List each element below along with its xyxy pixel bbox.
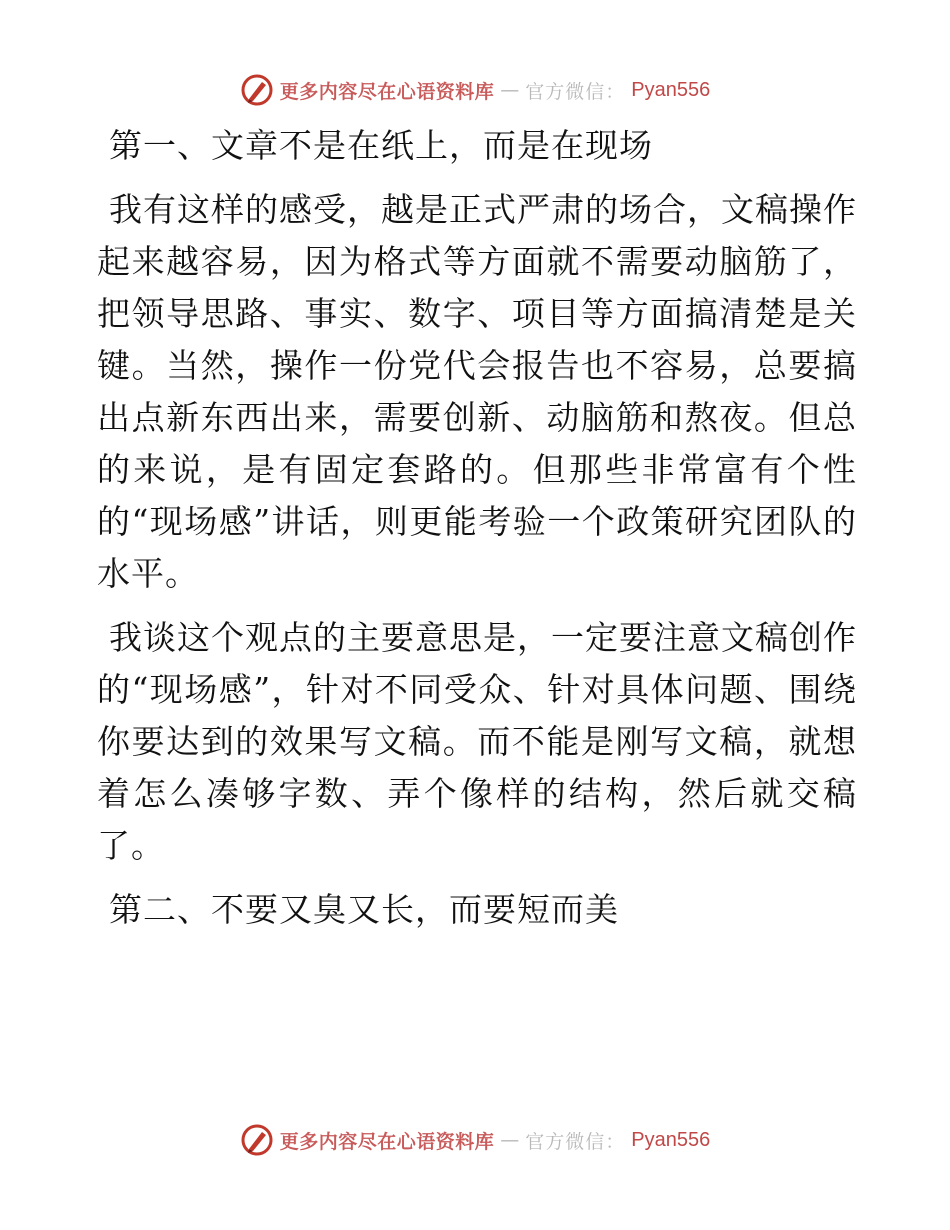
paragraph-1: 我有这样的感受，越是正式严肃的场合，文稿操作起来越容易，因为格式等方面就不需要动脑筋了，把领导思路、事实、数字、项目等方面搞清楚是关键。当然，操作一份党代会报告也不容易，总要搞出点新东西出来，需要创新、动脑筋和熬夜。但总的来说，是有固定套路的。但那些非常富有个性的“现场感”讲话，则更能考验一个政策研究团队的水平。 <box>97 190 857 593</box>
watermark-wechat-label: 官方微信： <box>525 80 626 103</box>
watermark-wechat-label: 官方微信： <box>525 1130 626 1153</box>
watermark-text: 更多内容尽在心语资料库 <box>279 1130 495 1153</box>
document-body <box>97 120 857 948</box>
watermark-wechat-id: Pyan556 <box>631 1128 711 1151</box>
logo-icon <box>240 1123 274 1157</box>
logo-icon <box>240 73 274 107</box>
watermark-footer <box>0 1120 950 1160</box>
watermark-wechat-id: Pyan556 <box>631 78 711 101</box>
section-heading-2: 第二、不要又臭又长，而要短而美 <box>109 890 619 929</box>
paragraph-2: 我谈这个观点的主要意思是，一定要注意文稿创作的“现场感”，针对不同受众、针对具体问题、围绕你要达到的效果写文稿。而不能是刚写文稿，就想着怎么凑够字数、弄个像样的结构，然后就交稿了。 <box>97 618 857 865</box>
watermark-separator: — <box>500 1129 520 1151</box>
watermark-header <box>0 70 950 110</box>
section-heading-1: 第一、文章不是在纸上，而是在现场 <box>109 126 653 165</box>
watermark-text: 更多内容尽在心语资料库 <box>279 80 495 103</box>
watermark-separator: — <box>500 79 520 101</box>
